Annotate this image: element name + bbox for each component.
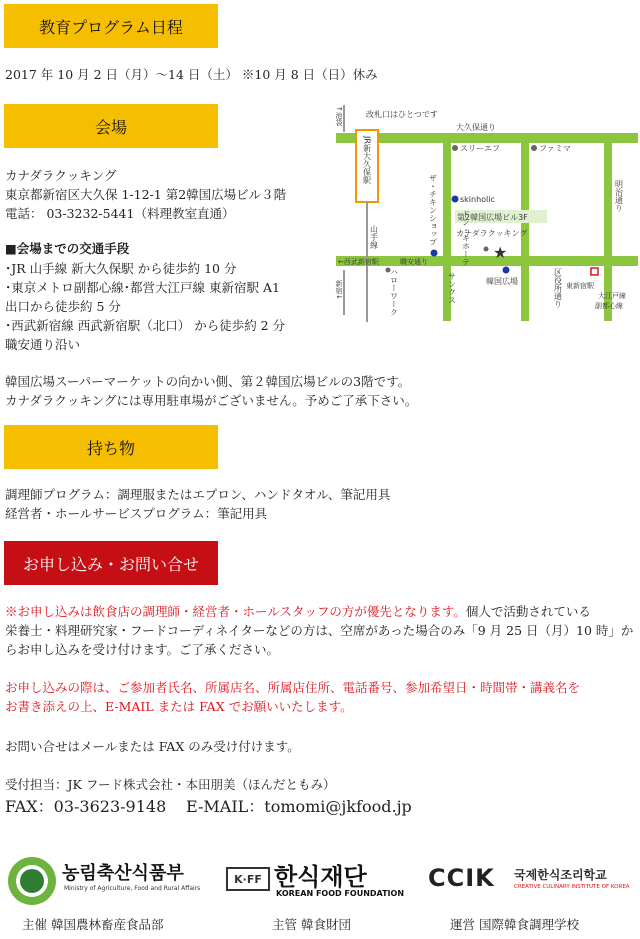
map-label: 山手線 xyxy=(369,225,379,249)
apply-header xyxy=(4,541,218,585)
map-label: 副都心線 xyxy=(595,302,623,310)
apply-title: お申し込み・お問い合せ xyxy=(22,554,199,574)
kff-logo-sub: KOREAN FOOD FOUNDATION xyxy=(276,889,405,898)
access-title: ■会場までの交通手段 xyxy=(5,241,130,256)
map-label: ↑池袋 xyxy=(335,106,343,126)
sponsor-role: 運営 国際韓食調理学校 xyxy=(450,917,579,932)
map-label: 職安通り xyxy=(400,258,428,266)
kff-logo-text: 한식재단 xyxy=(274,863,367,891)
mafra-logo-sub: Ministry of Agriculture, Food and Rural Affairs xyxy=(64,885,201,892)
apply-p2-line: お書き添えの上、E-MAIL または FAX でお願いいたします。 xyxy=(5,699,353,714)
access-line: ･西武新宿線 西武新宿駅（北口） から徒歩約 2 分 xyxy=(5,318,286,333)
venue-note: 韓国広場スーパーマーケットの向かい側、第２韓国広場ビルの3階です。 xyxy=(5,374,411,389)
road-shokuan xyxy=(336,256,638,266)
apply-p1-tail: 個人で活動されている xyxy=(465,604,591,619)
venue-note: カナダラクッキングには専用駐車場がございません。予めご了承下さい。 xyxy=(5,393,418,408)
map-label: ハローワーク xyxy=(389,268,399,316)
venue-address: 東京都新宿区大久保 1-12-1 第2韓国広場ビル３階 xyxy=(5,187,287,202)
schedule-title: 教育プログラム日程 xyxy=(39,17,183,37)
map-label: skinholic xyxy=(460,195,495,204)
ccik-logo-text: 국제한식조리학교 xyxy=(514,868,607,882)
map-label: カナダラクッキング xyxy=(456,229,528,238)
contact-person: 受付担当：JK フード株式会社・本田朋美（ほんだともみ） xyxy=(5,777,336,792)
road-okubo xyxy=(336,133,638,143)
mafra-emblem-icon xyxy=(6,855,58,907)
venue-star-icon: ★ xyxy=(493,243,508,262)
venue-phone: 電話： 03-3232-5441（料理教室直通） xyxy=(5,206,235,221)
apply-p2-line: お申し込みの際は、ご参加者氏名、所属店名、所属店住所、電話番号、参加希望日・時間帯・講義名を xyxy=(5,680,581,695)
map-label: 明治通り xyxy=(614,180,624,212)
ccik-logo-sub: CREATIVE CULINARY INSTITUTE OF KOREA xyxy=(514,884,630,890)
map-label: スリーエフ xyxy=(460,144,500,153)
items-title: 持ち物 xyxy=(86,438,135,458)
access-line: ･東京メトロ副都心線･都営大江戸線 東新宿駅 A1 xyxy=(5,280,280,295)
map-marker xyxy=(484,247,489,252)
map-label: 大久保通り xyxy=(456,123,496,132)
access-line: 出口から徒歩約 5 分 xyxy=(5,299,121,314)
items-line: 調理師プログラム：調理服またはエプロン、ハンドタオル、筆記用具 xyxy=(5,487,391,502)
map-label: ドン・キホーテ xyxy=(461,210,471,266)
sponsor-logo-mafra xyxy=(6,853,206,911)
schedule-dates: 2017 年 10 月 2 日（月）～14 日（土） ※10 月 8 日（日）休み xyxy=(5,67,378,82)
access-line: 職安通り沿い xyxy=(5,337,81,352)
apply-p1-line1 xyxy=(5,602,591,621)
map-label: 東新宿駅 xyxy=(566,282,594,290)
map-label: ←西武新宿駅 xyxy=(338,258,379,266)
map-label: ファミマ xyxy=(539,144,571,153)
map-marker xyxy=(452,145,458,151)
map-marker xyxy=(452,196,459,203)
venue-header xyxy=(4,104,218,148)
sponsor-role: 主管 韓食財団 xyxy=(272,917,351,932)
venue-title: 会場 xyxy=(94,117,127,137)
items-line: 経営者・ホールサービスプログラム：筆記用具 xyxy=(5,506,268,521)
ccik-mark: CCIK xyxy=(428,864,495,892)
map-label: 新宿↓ xyxy=(335,280,343,300)
schedule-header xyxy=(4,4,218,48)
map-label: サンクス xyxy=(447,272,457,304)
sponsor-logo-kff xyxy=(226,853,422,911)
contact-email-text[interactable]: E-MAIL：tomomi@jkfood.jp xyxy=(186,797,412,816)
sponsor-logo-ccik xyxy=(428,862,636,902)
map-label: ザ・チキンショップ xyxy=(428,174,438,246)
map-marker xyxy=(431,250,438,257)
map-label: 大江戸線 xyxy=(598,292,626,300)
access-line: ･JR 山手線 新大久保駅 から徒歩約 10 分 xyxy=(5,261,237,276)
contact-email[interactable] xyxy=(186,796,412,818)
contact-fax: FAX：03-3623-9148 xyxy=(5,797,167,816)
items-header xyxy=(4,425,218,469)
apply-p1-line3: らお申し込みを受け付けます。ご了承ください。 xyxy=(5,642,280,657)
access-map xyxy=(336,100,638,322)
map-marker xyxy=(503,267,510,274)
apply-p1-line2: 栄養士・料理研究家・フードコーディネイターなどの方は、空席があった場合のみ「9 月 25 日（月）10 時」か xyxy=(5,623,634,638)
mafra-logo-text: 농림축산식품부 xyxy=(62,863,184,884)
map-label: 第2韓国広場ビル3F xyxy=(457,213,528,222)
venue-name: カナダラクッキング xyxy=(5,168,117,183)
apply-p3: お問い合せはメールまたは FAX のみ受け付けます。 xyxy=(5,739,300,754)
map-label: 区役所通り xyxy=(553,268,563,308)
map-marker xyxy=(531,145,537,151)
kff-mark: K·FF xyxy=(226,867,270,891)
map-label: 改札口はひとつです xyxy=(366,110,438,119)
map-label: 韓国広場 xyxy=(486,277,518,286)
sponsor-role: 主催 韓国農林畜産食品部 xyxy=(22,917,164,932)
map-label: JR新大久保駅 xyxy=(362,136,372,184)
apply-priority-note: ※お申し込みは飲食店の調理師・経営者・ホールスタッフの方が優先となります。 xyxy=(5,604,466,619)
